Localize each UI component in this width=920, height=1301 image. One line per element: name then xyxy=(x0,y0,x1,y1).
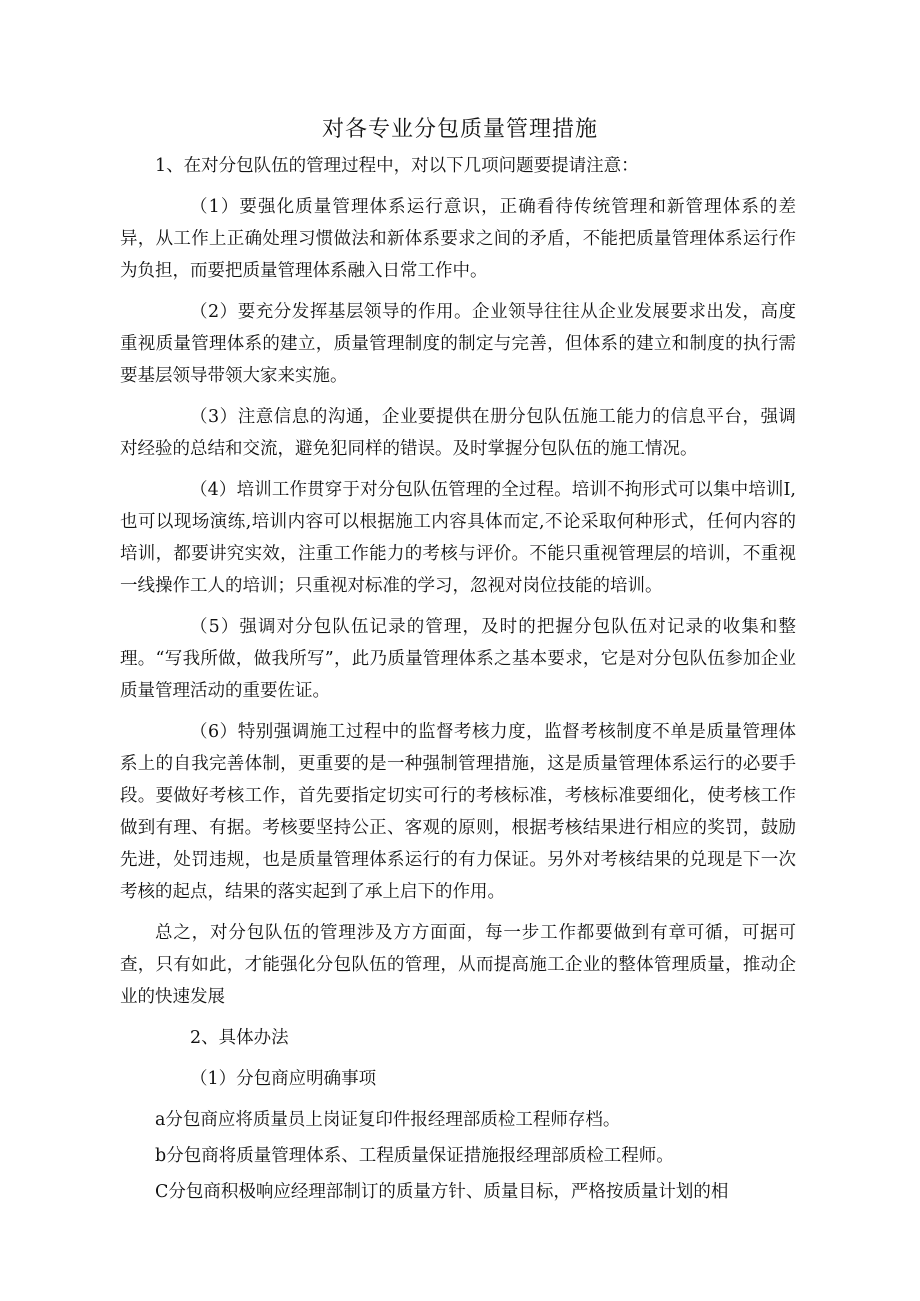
paragraph-1: （1）要强化质量管理体系运行意识，正确看待传统管理和新管理体系的差异，从工作上正确处理习惯做法和新体系要求之间的矛盾，不能把质量管理体系运行作为负担，而要把质量管理体系融入日常工作中。 xyxy=(120,197,796,281)
list-item-a: a分包商应将质量员上岗证复印件报经理部质检工程师存档。 xyxy=(155,1110,621,1130)
section-1-heading: 1、在对分包队伍的管理过程中，对以下几项问题要提请注意： xyxy=(155,156,639,176)
paragraph-2: （2）要充分发挥基层领导的作用。企业领导往往从企业发展要求出发，高度重视质量管理体系的建立，质量管理制度的制定与完善，但体系的建立和制度的执行需要基层领导带领大家来实施。 xyxy=(120,302,796,386)
list-item-b: b分包商将质量管理体系、工程质量保证措施报经理部质检工程师。 xyxy=(155,1146,674,1166)
document-body xyxy=(120,150,796,1212)
page-title: 对各专业分包质量管理措施 xyxy=(321,117,598,142)
summary-paragraph: 总之，对分包队伍的管理涉及方方面面，每一步工作都要做到有章可循，可据可查，只有如此，才能强化分包队伍的管理，从而提高施工企业的整体管理质量，推动企业的快速发展 xyxy=(120,923,796,1007)
paragraph-5: （5）强调对分包队伍记录的管理，及时的把握分包队伍对记录的收集和整理。“写我所做，做我所写”，此乃质量管理体系之基本要求，它是对分包队伍参加企业质量管理活动的重要佐证。 xyxy=(120,617,796,701)
section-2-subheading: （1）分包商应明确事项 xyxy=(190,1069,377,1089)
section-2-heading: 2、具体办法 xyxy=(190,1028,289,1048)
paragraph-6: （6）特别强调施工过程中的监督考核力度，监督考核制度不单是质量管理体系上的自我完善体制，更重要的是一种强制管理措施，这是质量管理体系运行的必要手段。要做好考核工作，首先要指定切实可行的考核标准，考核标准要细化，使考核工作做到有理、有据。考核要坚持公正、客观的原则，根据考核结果进行相应的奖罚，鼓励先进，处罚违规，也是质量管理体系运行的有力保证。另外对考核结果的兑现是下一次考核的起点，结果的落实起到了承上启下的作用。 xyxy=(120,722,796,902)
list-item-c: C分包商积极响应经理部制订的质量方针、质量目标，严格按质量计划的相 xyxy=(155,1182,729,1202)
paragraph-4: （4）培训工作贯穿于对分包队伍管理的全过程。培训不拘形式可以集中培训I,也可以现场演练,培训内容可以根据施工内容具体而定,不论采取何种形式，任何内容的培训，都要讲究实效，注重工作能力的考核与评价。不能只重视管理层的培训，不重视一线操作工人的培训；只重视对标准的学习，忽视对岗位技能的培训。 xyxy=(120,480,796,596)
paragraph-3: （3）注意信息的沟通，企业要提供在册分包队伍施工能力的信息平台，强调对经验的总结和交流，避免犯同样的错误。及时掌握分包队伍的施工情况。 xyxy=(120,407,796,459)
